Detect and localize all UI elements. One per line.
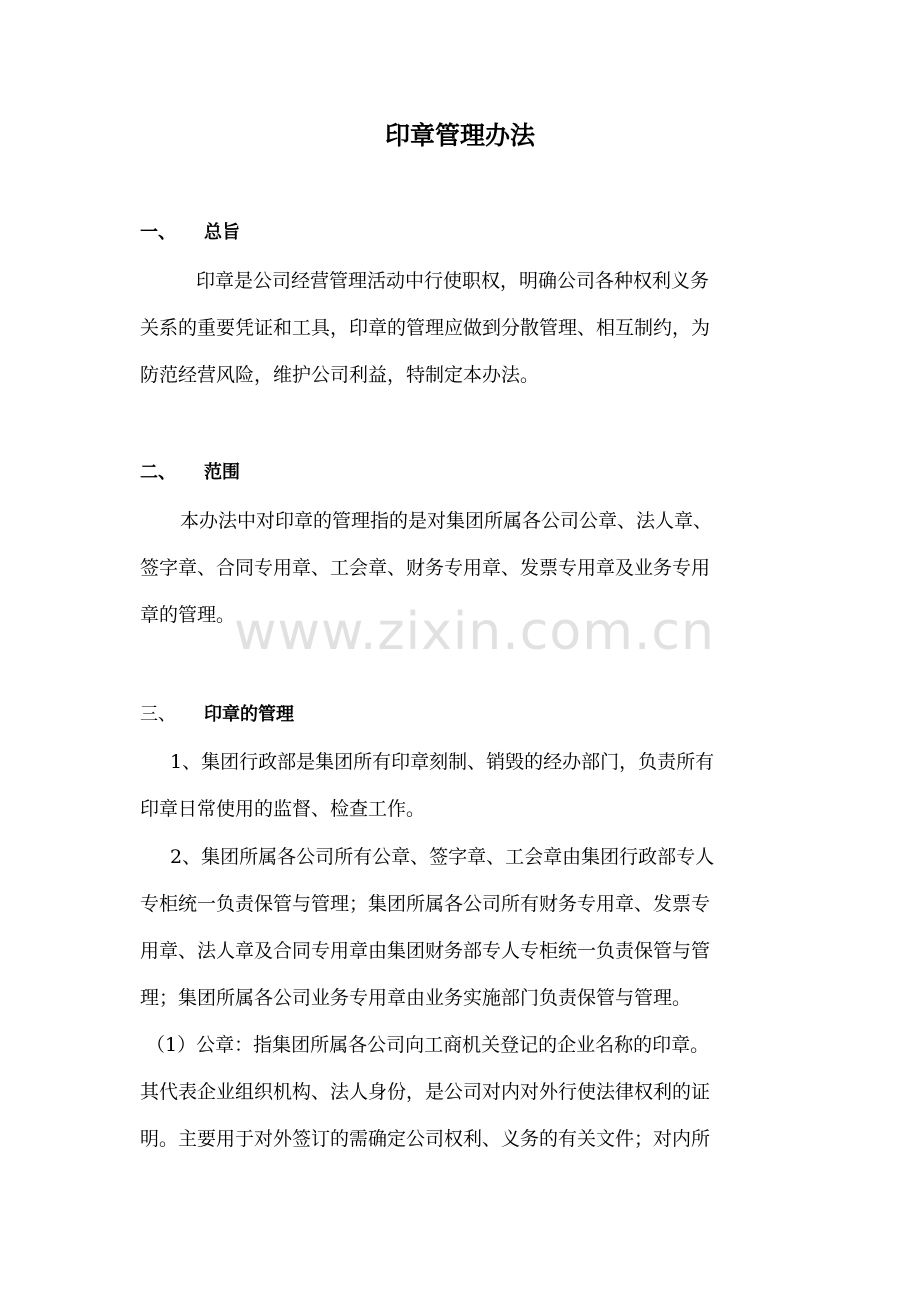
watermark: www.zixin.com.cn (234, 602, 715, 662)
section-number: 二、 (140, 462, 176, 483)
section-number: 一、 (140, 222, 176, 243)
paragraph-3-2 (140, 834, 785, 1022)
section-number: 三、 (140, 704, 176, 725)
section-title: 总旨 (204, 222, 240, 243)
paragraph-3-1 (140, 739, 785, 833)
paragraph-1-1 (140, 258, 785, 399)
paragraph-line: 关系的重要凭证和工具，印章的管理应做到分散管理、相互制约，为 (140, 317, 711, 339)
document-title: 印章管理办法 (384, 121, 535, 150)
paragraph-line: 用章、法人章及合同专用章由集团财务部专人专柜统一负责保管与管 (140, 940, 711, 962)
paragraph-line: 防范经营风险，维护公司利益，特制定本办法。 (140, 364, 540, 386)
paragraph-line: 1、集团行政部是集团所有印章刻制、销毁的经办部门，负责所有 (170, 751, 715, 773)
paragraph-line: 印章日常使用的监督、检查工作。 (140, 798, 426, 820)
section-heading-3 (140, 702, 294, 728)
paragraph-line: 其代表企业组织机构、法人身份，是公司对内对外行使法律权利的证 (140, 1081, 711, 1103)
paragraph-line: 明。主要用于对外签订的需确定公司权利、义务的有关文件；对内所 (140, 1128, 711, 1150)
paragraph-line: （1）公章：指集团所属各公司向工商机关登记的企业名称的印章。 (146, 1034, 710, 1056)
paragraph-line: 本办法中对印章的管理指的是对集团所属各公司公章、法人章、 (180, 510, 713, 532)
section-heading-1 (140, 220, 240, 246)
paragraph-line: 2、集团所属各公司所有公章、签字章、工会章由集团行政部专人 (170, 846, 715, 868)
paragraph-line: 章的管理。 (140, 604, 236, 626)
section-title: 印章的管理 (204, 704, 294, 725)
paragraph-2-1 (140, 498, 785, 639)
section-heading-2 (140, 460, 240, 486)
section-title: 范围 (204, 462, 240, 483)
paragraph-3-3 (140, 1022, 785, 1163)
paragraph-line: 印章是公司经营管理活动中行使职权，明确公司各种权利义务 (196, 270, 710, 292)
paragraph-line: 理；集团所属各公司业务专用章由业务实施部门负责保管与管理。 (140, 987, 692, 1009)
paragraph-line: 签字章、合同专用章、工会章、财务专用章、发票专用章及业务专用 (140, 557, 711, 579)
paragraph-line: 专柜统一负责保管与管理；集团所属各公司所有财务专用章、发票专 (140, 893, 711, 915)
